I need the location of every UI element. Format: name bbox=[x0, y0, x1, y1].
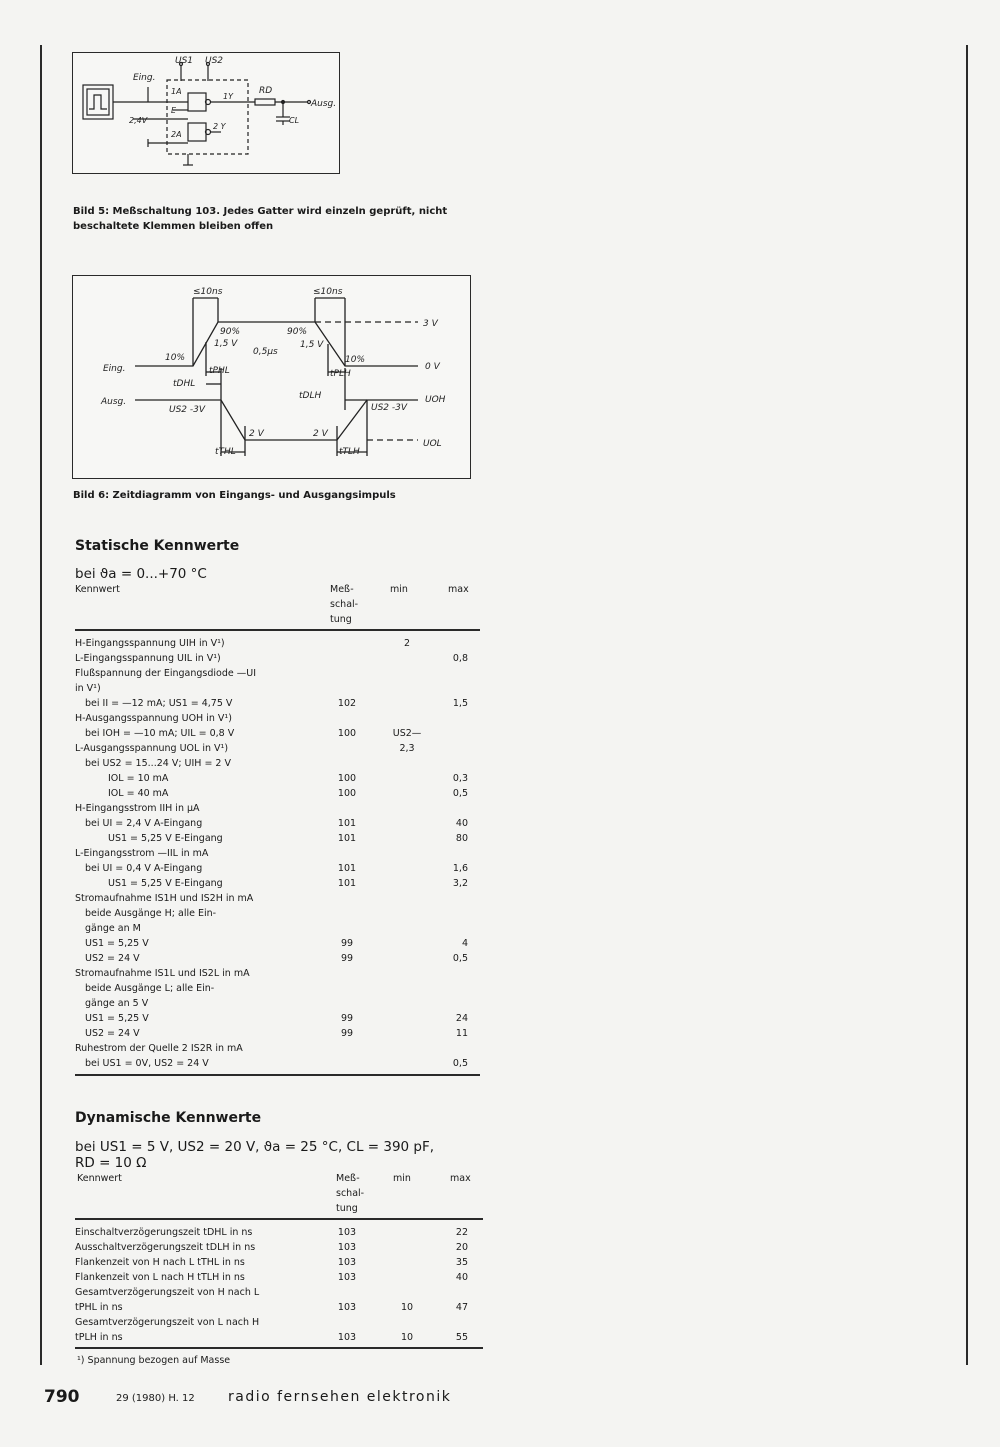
row-max: 24 bbox=[455, 1013, 468, 1024]
fig5-label-e: E bbox=[171, 106, 177, 115]
footnote: ¹) Spannung bezogen auf Masse bbox=[77, 1355, 231, 1366]
table-row bbox=[75, 771, 480, 786]
table-row bbox=[75, 786, 480, 801]
row-label: Flankenzeit von L nach H tTLH in ns bbox=[75, 1272, 245, 1283]
fig6-label-10b: 10% bbox=[345, 355, 366, 365]
table-row bbox=[75, 831, 480, 846]
row-label: bei UI = 0,4 V A-Eingang bbox=[85, 863, 203, 874]
figure5-svg bbox=[73, 53, 339, 173]
static-header-min: min bbox=[390, 584, 408, 595]
row-circuit: 101 bbox=[337, 863, 357, 874]
row-circuit: 101 bbox=[337, 818, 357, 829]
dynamic-header-min: min bbox=[393, 1173, 411, 1184]
fig6-label-90a: 90% bbox=[220, 327, 241, 337]
fig6-label-us2a: US2 -3V bbox=[169, 405, 206, 415]
fig5-label-cl: CL bbox=[289, 116, 300, 125]
table-row bbox=[75, 951, 480, 966]
table-row bbox=[75, 1330, 480, 1345]
row-min: 10 bbox=[400, 1302, 414, 1313]
dynamic-header-circuit: Meß- schal- tung bbox=[336, 1173, 365, 1214]
fig5-label-ausg: Ausg. bbox=[311, 99, 337, 109]
row-circuit: 103 bbox=[337, 1302, 357, 1313]
row-circuit: 101 bbox=[337, 878, 357, 889]
dynamic-section-title: Dynamische Kennwerte bbox=[75, 1110, 262, 1126]
row-circuit: 103 bbox=[337, 1242, 357, 1253]
table-row bbox=[75, 651, 480, 666]
row-label: Einschaltverzögerungszeit tDHL in ns bbox=[75, 1227, 253, 1238]
row-circuit: 100 bbox=[337, 788, 357, 799]
row-label: US1 = 5,25 V bbox=[85, 1013, 149, 1024]
row-label: beide Ausgänge L; alle Ein- bbox=[85, 983, 215, 994]
row-label: Flußspannung der Eingangsdiode —UI bbox=[75, 668, 256, 679]
fig6-label-eing: Eing. bbox=[103, 364, 126, 374]
static-header-circuit: Meß- schal- tung bbox=[330, 584, 359, 625]
dynamic-header-param: Kennwert bbox=[77, 1173, 122, 1184]
fig5-label-2y: 2 Y bbox=[213, 122, 226, 131]
table-row bbox=[75, 921, 480, 936]
table-row bbox=[75, 1300, 480, 1315]
row-label: bei II = —12 mA; US1 = 4,75 V bbox=[85, 698, 233, 709]
row-label: Ruhestrom der Quelle 2 IS2R in mA bbox=[75, 1043, 243, 1054]
row-max: 20 bbox=[455, 1242, 468, 1253]
row-circuit: 99 bbox=[340, 938, 354, 949]
row-max: 55 bbox=[455, 1332, 468, 1343]
row-max: 35 bbox=[455, 1257, 468, 1268]
static-section-title: Statische Kennwerte bbox=[75, 538, 240, 554]
table-row bbox=[75, 906, 480, 921]
row-label: bei US2 = 15...24 V; UIH = 2 V bbox=[85, 758, 231, 769]
table-row bbox=[75, 966, 480, 981]
row-label: US1 = 5,25 V E-Eingang bbox=[108, 833, 223, 844]
fig6-label-90b: 90% bbox=[287, 327, 308, 337]
fig6-label-tphl: tPHL bbox=[209, 366, 230, 376]
row-circuit: 99 bbox=[340, 1013, 354, 1024]
fig6-label-ns2: ≤10ns bbox=[313, 287, 343, 297]
row-circuit: 99 bbox=[340, 953, 354, 964]
issue-info: 29 (1980) H. 12 bbox=[116, 1393, 195, 1404]
fig6-label-tthl: tTHL bbox=[215, 447, 236, 457]
row-circuit: 102 bbox=[337, 698, 357, 709]
fig6-label-tdhl: tDHL bbox=[173, 379, 196, 389]
dynamic-condition-line2: RD = 10 Ω bbox=[75, 1155, 147, 1171]
table-row bbox=[75, 861, 480, 876]
fig6-label-0v: 0 V bbox=[425, 362, 440, 372]
table-row bbox=[75, 1225, 480, 1240]
journal-name: radio fernsehen elektronik bbox=[228, 1389, 452, 1405]
static-header-max: max bbox=[448, 584, 469, 595]
right-margin-line bbox=[966, 45, 968, 1365]
fig6-label-15a: 1,5 V bbox=[214, 339, 238, 349]
table-row bbox=[75, 876, 480, 891]
row-label: bei UI = 2,4 V A-Eingang bbox=[85, 818, 203, 829]
figure6-caption: Bild 6: Zeitdiagramm von Eingangs- und Ausgangsimpuls bbox=[73, 490, 396, 501]
fig6-label-ttlh: tTLH bbox=[339, 447, 360, 457]
row-label: in V¹) bbox=[75, 683, 101, 694]
table-row bbox=[75, 1255, 480, 1270]
row-label: tPLH in ns bbox=[75, 1332, 123, 1343]
row-max: 40 bbox=[455, 818, 468, 829]
dynamic-bottom-rule bbox=[75, 1347, 483, 1349]
row-circuit: 100 bbox=[337, 773, 357, 784]
fig6-label-tplh: tPLH bbox=[330, 369, 351, 379]
row-max: 0,5 bbox=[452, 953, 468, 964]
row-circuit: 103 bbox=[337, 1257, 357, 1268]
fig6-label-2va: 2 V bbox=[249, 429, 264, 439]
row-max: 40 bbox=[455, 1272, 468, 1283]
table-row bbox=[75, 711, 480, 726]
table-row bbox=[75, 1285, 480, 1300]
row-label: US2 = 24 V bbox=[85, 953, 140, 964]
row-label: US1 = 5,25 V bbox=[85, 938, 149, 949]
row-max: 0,5 bbox=[452, 788, 468, 799]
row-min: 2 bbox=[403, 638, 411, 649]
table-row bbox=[75, 936, 480, 951]
row-max: 47 bbox=[455, 1302, 468, 1313]
row-label: Stromaufnahme IS1H und IS2H in mA bbox=[75, 893, 254, 904]
row-circuit: 103 bbox=[337, 1227, 357, 1238]
table-row bbox=[75, 1026, 480, 1041]
row-label: IOL = 10 mA bbox=[108, 773, 169, 784]
fig6-label-2vb: 2 V bbox=[313, 429, 328, 439]
fig5-label-1a: 1A bbox=[171, 87, 182, 96]
table-row bbox=[75, 846, 480, 861]
row-label: tPHL in ns bbox=[75, 1302, 123, 1313]
row-label: gänge an 5 V bbox=[85, 998, 149, 1009]
static-header-param: Kennwert bbox=[75, 584, 120, 595]
figure5-caption: Bild 5: Meßschaltung 103. Jedes Gatter wird einzeln geprüft, nicht beschaltete Klemmen bleiben offen bbox=[73, 206, 448, 232]
table-row bbox=[75, 996, 480, 1011]
row-circuit: 100 bbox=[337, 728, 357, 739]
row-label: IOL = 40 mA bbox=[108, 788, 169, 799]
figure6-timing-diagram bbox=[72, 275, 471, 479]
row-circuit: 103 bbox=[337, 1332, 357, 1343]
row-label: L-Eingangsspannung UIL in V¹) bbox=[75, 653, 221, 664]
table-row bbox=[75, 1240, 480, 1255]
row-label: Flankenzeit von H nach L tTHL in ns bbox=[75, 1257, 245, 1268]
table-row bbox=[75, 1056, 480, 1071]
row-label: L-Ausgangsspannung UOL in V¹) bbox=[75, 743, 229, 754]
row-label: US2 = 24 V bbox=[85, 1028, 140, 1039]
left-margin-line bbox=[40, 45, 42, 1365]
dynamic-header-rule bbox=[75, 1218, 483, 1220]
row-label: L-Eingangsstrom —IIL in mA bbox=[75, 848, 209, 859]
fig6-label-uoh: UOH bbox=[425, 395, 446, 405]
row-label: US1 = 5,25 V E-Eingang bbox=[108, 878, 223, 889]
row-label: H-Eingangsstrom IIH in µA bbox=[75, 803, 200, 814]
fig6-label-us2b: US2 -3V bbox=[371, 403, 408, 413]
table-row bbox=[75, 1270, 480, 1285]
row-label: H-Eingangsspannung UIH in V¹) bbox=[75, 638, 225, 649]
table-row bbox=[75, 816, 480, 831]
table-row bbox=[75, 801, 480, 816]
fig6-label-ausg: Ausg. bbox=[101, 397, 127, 407]
figure5-circuit-diagram bbox=[72, 52, 340, 174]
row-max: 1,5 bbox=[452, 698, 468, 709]
dynamic-header-max: max bbox=[450, 1173, 471, 1184]
row-max: 80 bbox=[455, 833, 468, 844]
row-max: 0,5 bbox=[452, 1058, 468, 1069]
dynamic-condition-line1: bei US1 = 5 V, US2 = 20 V, ϑa = 25 °C, CL = 390 pF, bbox=[75, 1139, 435, 1155]
fig5-label-1y: 1Y bbox=[223, 92, 233, 101]
row-circuit: 103 bbox=[337, 1272, 357, 1283]
row-label: gänge an M bbox=[85, 923, 141, 934]
row-label: bei IOH = —10 mA; UIL = 0,8 V bbox=[85, 728, 235, 739]
row-max: 1,6 bbox=[452, 863, 468, 874]
static-bottom-rule bbox=[75, 1074, 480, 1076]
row-max: 11 bbox=[455, 1028, 468, 1039]
static-condition: bei ϑa = 0...+70 °C bbox=[75, 566, 207, 582]
row-max: 4 bbox=[461, 938, 468, 949]
fig6-label-15b: 1,5 V bbox=[300, 340, 324, 350]
table-row bbox=[75, 891, 480, 906]
table-row bbox=[75, 1011, 480, 1026]
fig5-label-us1: US1 bbox=[175, 56, 194, 66]
row-label: beide Ausgänge H; alle Ein- bbox=[85, 908, 217, 919]
table-row bbox=[75, 666, 480, 681]
fig5-label-eing: Eing. bbox=[133, 73, 156, 83]
row-circuit: 101 bbox=[337, 833, 357, 844]
static-header-rule bbox=[75, 629, 480, 631]
table-row bbox=[75, 981, 480, 996]
page-number: 790 bbox=[44, 1387, 80, 1407]
row-label: Ausschaltverzögerungszeit tDLH in ns bbox=[75, 1242, 256, 1253]
fig5-label-us2: US2 bbox=[205, 56, 224, 66]
row-max: 3,2 bbox=[452, 878, 468, 889]
fig6-label-05us: 0,5µs bbox=[253, 347, 278, 357]
row-label: bei US1 = 0V, US2 = 24 V bbox=[85, 1058, 209, 1069]
fig6-label-tdlh: tDLH bbox=[299, 391, 322, 401]
row-circuit: 99 bbox=[340, 1028, 354, 1039]
table-row bbox=[75, 1315, 480, 1330]
figure6-svg bbox=[73, 276, 470, 478]
table-row bbox=[75, 756, 480, 771]
row-max: 0,3 bbox=[452, 773, 468, 784]
table-row bbox=[75, 741, 480, 756]
row-label: Gesamtverzögerungszeit von H nach L bbox=[75, 1287, 260, 1298]
table-row bbox=[75, 1041, 480, 1056]
row-label: H-Ausgangsspannung UOH in V¹) bbox=[75, 713, 232, 724]
row-min: 10 bbox=[400, 1332, 414, 1343]
row-max: 22 bbox=[455, 1227, 468, 1238]
row-min: US2—2,3 bbox=[392, 728, 422, 754]
table-row bbox=[75, 696, 480, 711]
row-label: Stromaufnahme IS1L und IS2L in mA bbox=[75, 968, 250, 979]
row-label: Gesamtverzögerungszeit von L nach H bbox=[75, 1317, 260, 1328]
fig6-label-ns1: ≤10ns bbox=[193, 287, 223, 297]
fig5-label-rd: RD bbox=[259, 86, 273, 96]
table-row bbox=[75, 636, 480, 651]
fig5-label-24v: 2,4V bbox=[129, 116, 148, 125]
row-max: 0,8 bbox=[452, 653, 468, 664]
fig5-label-2a: 2A bbox=[171, 130, 182, 139]
fig6-label-uol: UOL bbox=[423, 439, 442, 449]
fig6-label-3v: 3 V bbox=[423, 319, 438, 329]
table-row bbox=[75, 681, 480, 696]
fig6-label-10a: 10% bbox=[165, 353, 186, 363]
